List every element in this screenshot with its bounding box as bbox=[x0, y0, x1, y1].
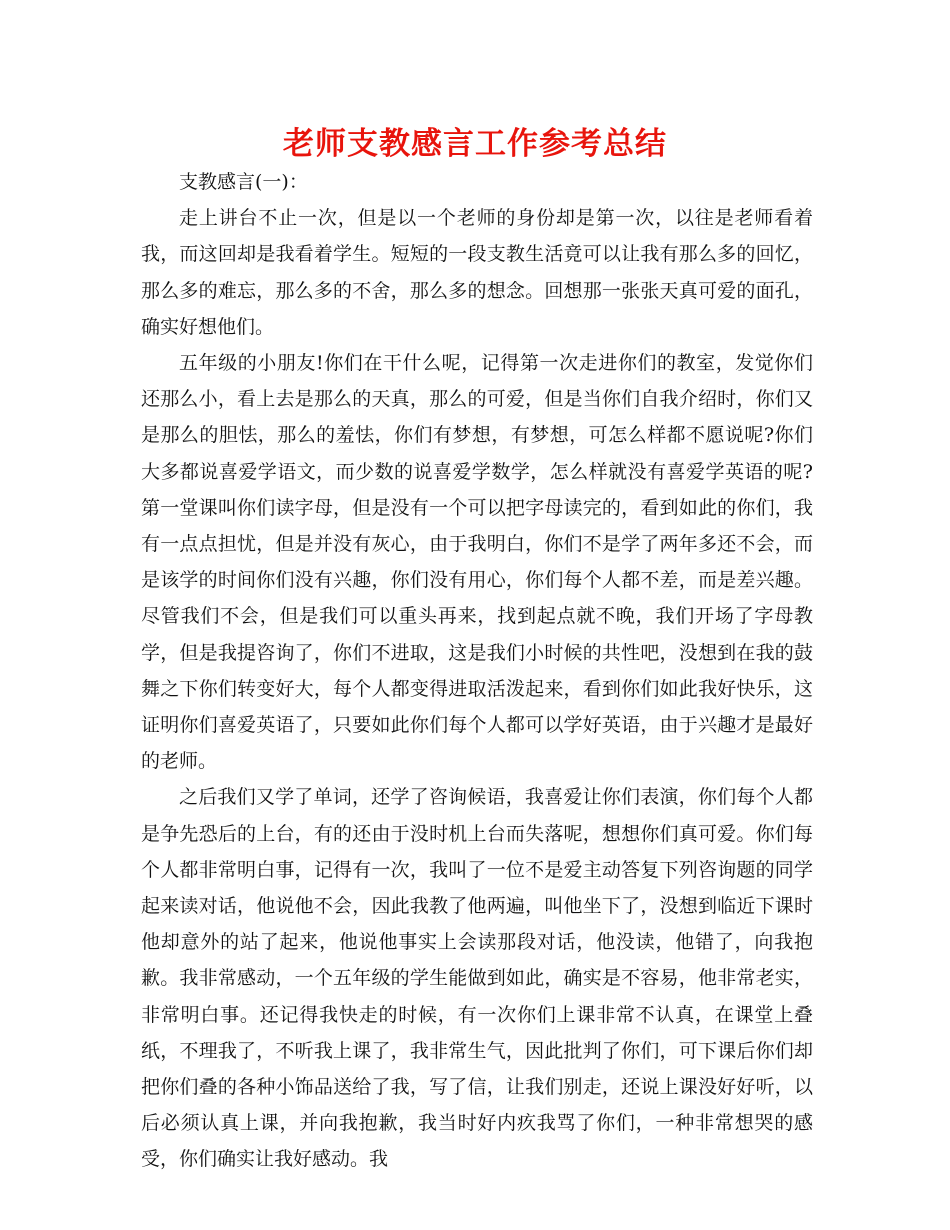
section-subheading: 支教感言(一)： bbox=[179, 171, 308, 193]
paragraph-1: 走上讲台不止一次，但是以一个老师的身份却是第一次，以往是老师看着我，而这回却是我看着学生。短短的一段支教生活竟可以让我有那么多的回忆，那么多的难忘，那么多的不舍，那么多的想念。回想那一张张天真可爱的面孔，确实好想他们。 bbox=[141, 207, 813, 338]
paragraph-3: 之后我们又学了单词，还学了咨询候语，我喜爱让你们表演，你们每个人都是争先恐后的上台，有的还由于没时机上台而失落呢，想想你们真可爱。你们每个人都非常明白事，记得有一次，我叫了一位不是爱主动答复下列咨询题的同学起来读对话，他说他不会，因此我教了他两遍，叫他坐下了，没想到临近下课时他却意外的站了起来，他说他事实上会读那段对话，他没读，他错了，向我抱歉。我非常感动，一个五年级的学生能做到如此，确实是不容易，他非常老实，非常明白事。还记得我快走的时候，有一次你们上课非常不认真，在课堂上叠纸，不理我了，不听我上课了，我非常生气，因此批判了你们，可下课后你们却把你们叠的各种小饰品送给了我，写了信，让我们别走，还说上课没好好听，以后必须认真上课，并向我抱歉，我当时好内疚我骂了你们，一种非常想哭的感受，你们确实让我好感动。我 bbox=[141, 786, 813, 1171]
document-body bbox=[141, 164, 813, 1178]
document-title: 老师支教感言工作参考总结 bbox=[283, 126, 667, 162]
paragraph-2: 五年级的小朋友!你们在干什么呢，记得第一次走进你们的教室，发觉你们还那么小，看上去是那么的天真，那么的可爱，但是当你们自我介绍时，你们又是那么的胆怯，那么的羞怯，你们有梦想，有梦想，可怎么样都不愿说呢?你们大多都说喜爱学语文，而少数的说喜爱学数学，怎么样就没有喜爱学英语的呢?第一堂课叫你们读字母，但是没有一个可以把字母读完的，看到如此的你们，我有一点点担忧，但是并没有灰心，由于我明白，你们不是学了两年多还不会，而是该学的时间你们没有兴趣，你们没有用心，你们每个人都不差，而是差兴趣。尽管我们不会，但是我们可以重头再来，找到起点就不晚，我们开场了字母教学，但是我提咨询了，你们不进取，这是我们小时候的共性吧，没想到在我的鼓舞之下你们转变好大，每个人都变得进取活泼起来，看到你们如此我好快乐，这证明你们喜爱英语了，只要如此你们每个人都可以学好英语，由于兴趣才是最好的老师。 bbox=[141, 352, 813, 773]
